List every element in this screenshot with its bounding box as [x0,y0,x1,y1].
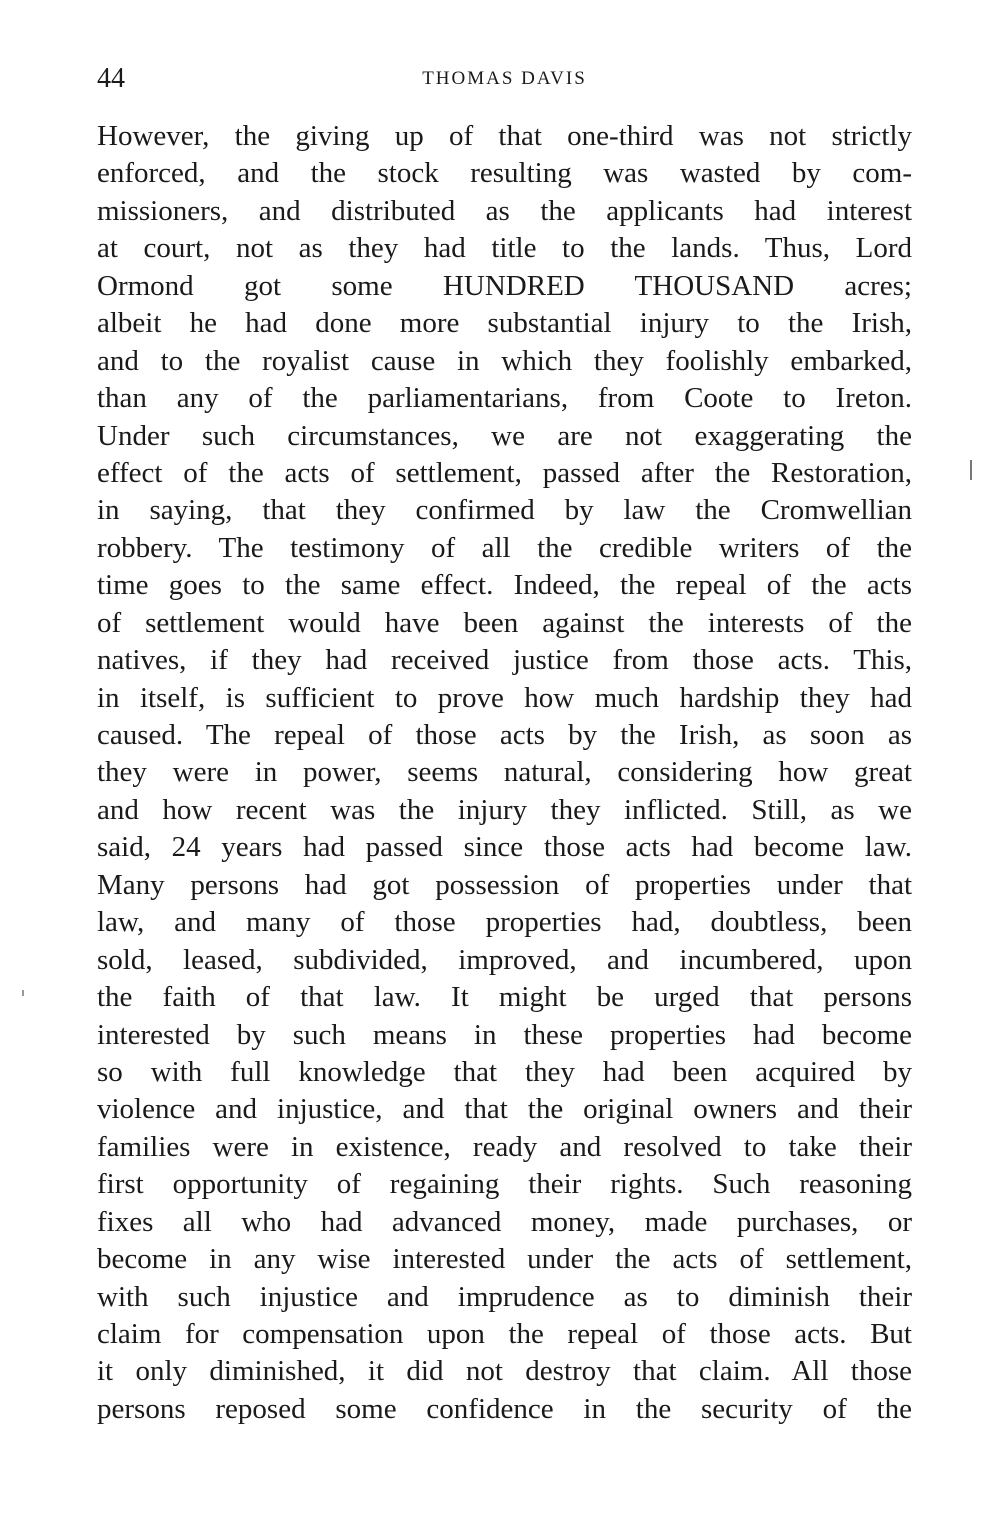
text-line: and how recent was the injury they inflicted. Still, as we [97,793,912,826]
scan-speck [970,460,972,480]
text-line: missioners, and distributed as the applicants had interest [97,194,912,227]
text-line: enforced, and the stock resulting was wasted by com- [97,157,912,190]
text-line: at court, not as they had title to the lands. Thus, Lord [97,232,912,265]
text-line: caused. The repeal of those acts by the Irish, as soon as [97,719,912,751]
text-line: effect of the acts of settlement, passed after the Restoration, [97,456,912,489]
text-line: it only diminished, it did not destroy that claim. All those [97,1355,912,1388]
text-line: natives, if they had received justice from those acts. This, [97,644,912,677]
text-line: Under such circumstances, we are not exaggerating the [97,419,912,452]
text-line: claim for compensation upon the repeal of those acts. But [97,1318,912,1350]
running-title: THOMAS DAVIS [422,68,587,89]
text-line: albeit he had done more substantial injury to the Irish, [97,307,912,340]
page-number: 44 [97,63,125,94]
text-line: sold, leased, subdivided, improved, and incumbered, upon [97,943,912,976]
text-line: become in any wise interested under the acts of settlement, [97,1243,912,1276]
text-line: with such injustice and imprudence as to diminish their [97,1280,912,1313]
text-line: robbery. The testimony of all the credible writers of the [97,531,912,564]
text-line: Ormond got some HUNDRED THOUSAND acres; [97,269,912,302]
running-head [97,62,912,96]
scan-speck [22,990,24,996]
text-line: said, 24 years had passed since those acts had become law. [97,831,912,864]
text-line: first opportunity of regaining their rights. Such reasoning [97,1168,912,1201]
text-line: of settlement would have been against the interests of the [97,606,912,639]
text-line: time goes to the same effect. Indeed, the repeal of the acts [97,569,912,602]
text-line: the faith of that law. It might be urged that persons [97,981,912,1014]
text-line: However, the giving up of that one-third was not strictly [97,120,912,152]
text-line: than any of the parliamentarians, from Coote to Ireton. [97,382,912,415]
text-line: law, and many of those properties had, doubtless, been [97,906,912,939]
text-line: they were in power, seems natural, considering how great [97,756,912,789]
body-text [97,118,912,1428]
text-line: in saying, that they confirmed by law the Cromwellian [97,494,912,527]
text-line: fixes all who had advanced money, made purchases, or [97,1205,912,1238]
text-line: persons reposed some confidence in the security of the [97,1392,912,1425]
text-line: families were in existence, ready and resolved to take their [97,1130,912,1163]
text-line: so with full knowledge that they had been acquired by [97,1055,912,1088]
text-line: Many persons had got possession of properties under that [97,868,912,901]
text-line: violence and injustice, and that the original owners and their [97,1093,912,1126]
text-line: and to the royalist cause in which they foolishly embarked, [97,344,912,377]
text-line: in itself, is sufficient to prove how much hardship they had [97,681,912,714]
text-line: interested by such means in these properties had become [97,1018,912,1051]
